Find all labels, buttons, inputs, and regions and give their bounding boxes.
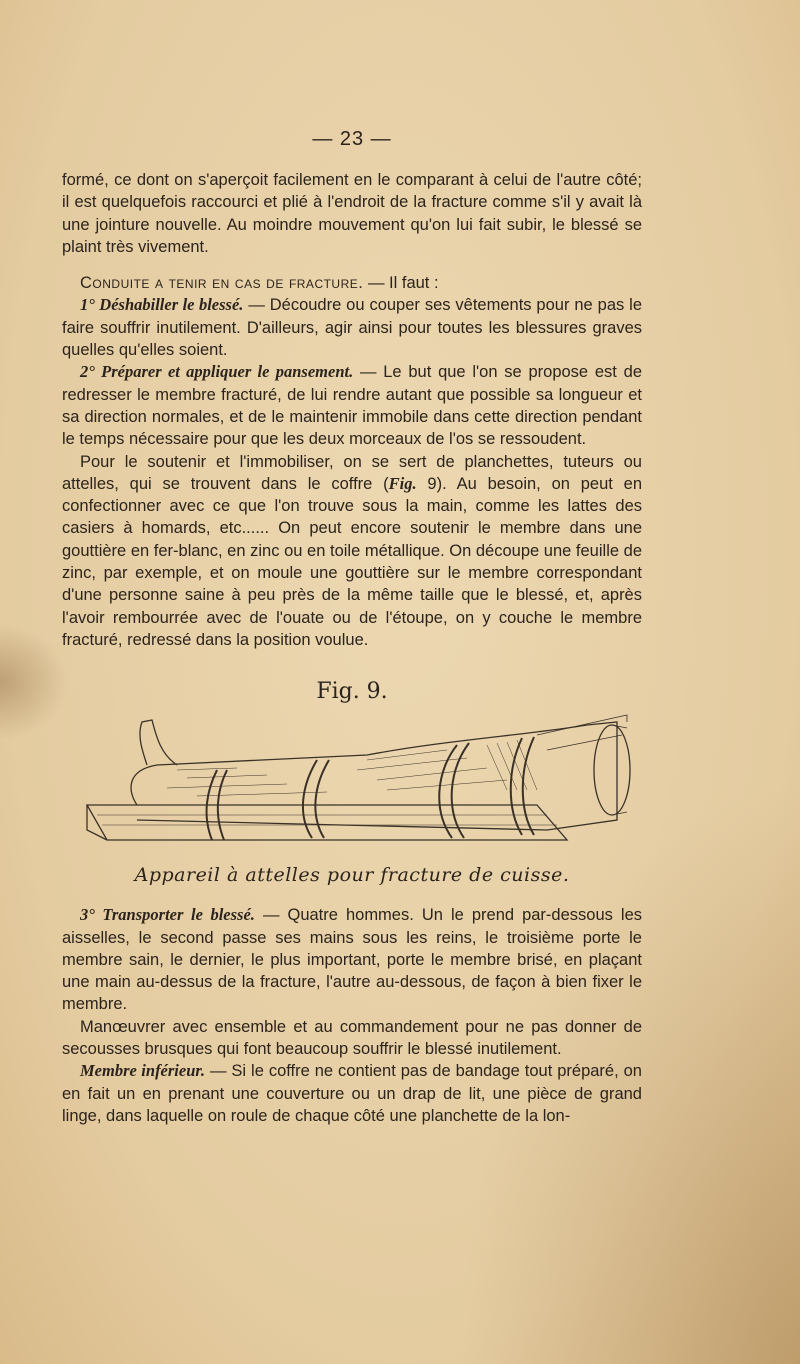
step-transport-label: 3° Transporter le blessé. [80,905,255,925]
bandage-roll [594,725,630,815]
step-dressing-text: — Le but que l'on se propose est de redresser le membre fracturé, de lui rendre autant que possible sa longueur et sa direction normales, et de le maintenir immobile dans cette direction pendant le temps nécessaire pour que les deux morceaux de l'os se ressoudent. [62,363,642,449]
step-dressing-label: 2° Préparer et appliquer le pansement. [80,362,354,382]
foot-outline [140,720,177,765]
heading-title: Conduite a tenir en cas de fracture. [80,274,364,293]
support-text-b: 9). Au besoin, on peut en confectionner avec ce que l'on trouve sous la main, comme les lattes des casiers à homards, etc...... On peut encore soutenir le membre dans une gouttière en fer-blanc, en zinc ou en toile métallique. On découpe une feuille de zinc, par exemple, et on moule une gouttière sur le membre correspondant d'une personne saine à peu près de la même taille que le blessé, et, après l'avoir rembourrée avec de l'ouate ou de l'étoupe, on y couche le membre fracturé, redressé dans la position voulue. [62,474,643,649]
step-undress-text: — Découdre ou couper ses vêtements pour ne pas le faire souffrir inutilement. D'ailleurs, agir ainsi pour toutes les blessures graves quelles qu'elles soient. [62,296,642,360]
step-lower-limb-text: — Si le coffre ne contient pas de bandage tout préparé, on en fait un en prenant une couverture ou un drap de lit, une pièce de grand linge, dans laquelle on roule de chaque côté une planchette de la lon- [62,1062,642,1125]
strap [523,737,534,835]
strap [452,743,469,838]
padding-sheet [537,715,627,750]
paragraph-support [62,451,642,652]
step-undress [62,294,642,361]
paragraph-maneuver: Manœuvrer avec ensemble et au commandement pour ne pas donner de secousses brusques qui font beaucoup souffrir le blessé inutilement. [62,1017,642,1059]
strap [315,760,329,838]
support-text-a: Pour le soutenir et l'immobiliser, on se sert de planchettes, tuteurs ou attelles, qui se trouvent dans le coffre ( [62,452,642,493]
strap [511,738,522,835]
step-undress-label: 1° Déshabiller le blessé. [80,295,244,315]
step-dressing [62,361,642,450]
step-transport-text: — Quatre hommes. Un le prend par-dessous les aisselles, le second passe ses mains sous les reins, le troisième porte le membre sain, le dernier, le plus important, porte le membre brisé, en plaçant une main au-dessus de la fracture, l'autre au-dessous, de façon à bien fixer le membre. [62,906,642,1014]
page-body [62,128,642,1127]
step-lower-limb-label: Membre inférieur. [80,1061,206,1081]
figure-label: Fig. 9. [316,679,388,705]
splint-illustration [67,710,637,860]
strap [439,745,457,838]
step-transport [62,904,642,1015]
support-fig-ref: Fig. [388,473,417,493]
figure-caption: Appareil à attelles pour fracture de cuisse. [134,864,570,887]
paragraph-intro: formé, ce dont on s'aperçoit facilement en le comparant à celui de l'autre côté; il est quelquefois raccourci et plié à l'endroit de la fracture comme s'il y avait là une jointure nouvelle. Au moindre mouvement qu'on lui fait subir, le blessé se plaint très vivement. [62,171,642,256]
splint-board [87,805,567,840]
page-number: — 23 — [312,128,392,150]
heading-tail: — Il faut : [363,274,439,293]
section-heading [62,272,642,294]
step-lower-limb [62,1060,642,1127]
